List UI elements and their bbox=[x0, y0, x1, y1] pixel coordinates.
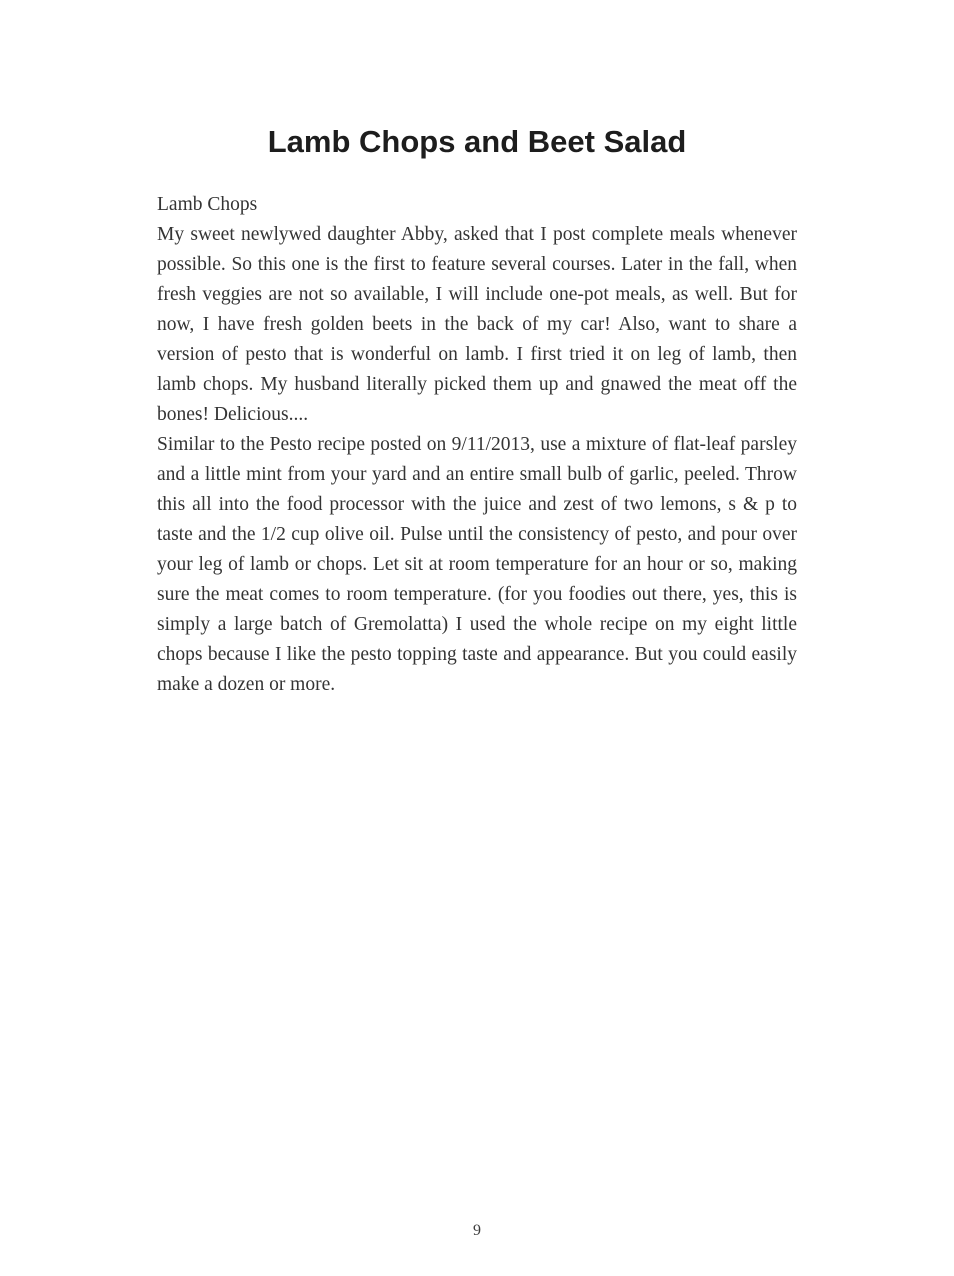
paragraph-pesto-instructions: Similar to the Pesto recipe posted on 9/11/2013, use a mixture of flat-leaf parsley and a little mint from your yard and an entire small bulb of garlic, peeled. Throw this all into the food processor with the juice and zest of two lemons, s & p to taste and the 1/2 cup olive oil. Pulse until the consistency of pesto, and pour over your leg of lamb or chops. Let sit at room temperature for an hour or so, making sure the meat comes to room temperature. (for you foodies out there, yes, this is simply a large batch of Gremolatta) I used the whole recipe on my eight little chops because I like the pesto topping taste and appearance. But you could easily make a dozen or more. bbox=[157, 434, 797, 695]
section-heading: Lamb Chops bbox=[157, 194, 258, 215]
paragraph-lamb-chops-intro: My sweet newlywed daughter Abby, asked that I post complete meals whenever possible. So this one is the first to feature several courses. Later in the fall, when fresh veggies are not so available, I will include one-pot meals, as well. But for now, I have fresh golden beets in the back of my car! Also, want to share a version of pesto that is wonderful on lamb. I first tried it on leg of lamb, then lamb chops. My husband literally picked them up and gnawed the meat off the bones! Delicious.... bbox=[157, 224, 797, 425]
page-title: Lamb Chops and Beet Salad bbox=[267, 124, 687, 159]
document-body bbox=[157, 190, 797, 700]
page-number: 9 bbox=[473, 1222, 481, 1239]
